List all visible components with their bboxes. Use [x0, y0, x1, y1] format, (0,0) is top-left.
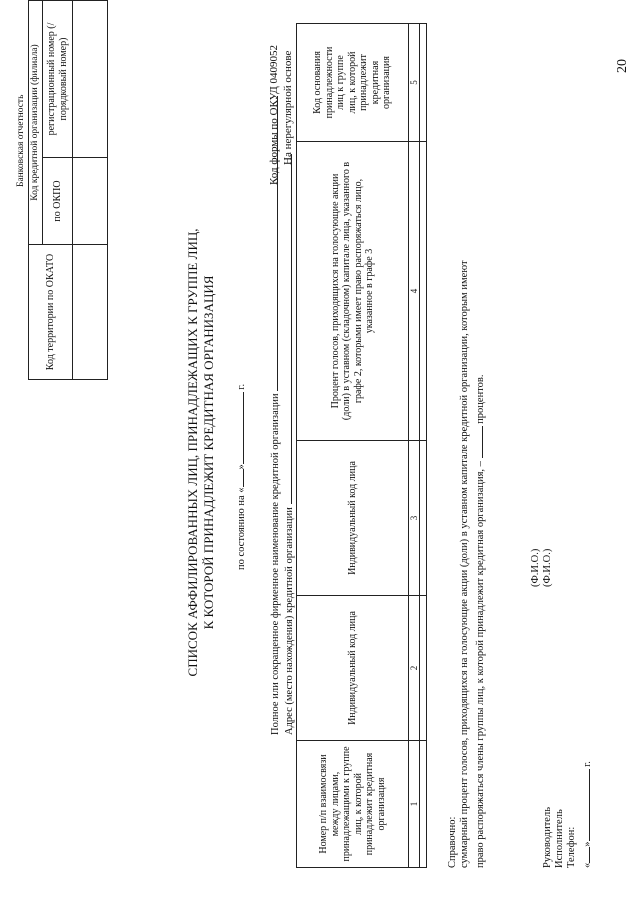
title-line-1: СПИСОК АФФИЛИРОВАННЫХ ЛИЦ, ПРИНАДЛЕЖАЩИХ К ГРУППЕ ЛИЦ,: [185, 228, 200, 677]
regnum-value: [73, 1, 108, 158]
head-label: Руководитель: [542, 807, 553, 868]
executor-fio: (Ф.И.О.): [542, 548, 553, 587]
as-of-prefix: по состоянию на «: [236, 487, 247, 570]
sign-date-suffix: г.: [582, 761, 593, 767]
col-4-header: Процент голосов, приходящихся на голосующие акции (доли) в уставном (складочном) капитале лица, указанного в графе 2, которыми имеет право распоряжаться лицо, указанное в графе 3: [297, 142, 409, 441]
col-num-3: 3: [409, 441, 420, 596]
table-cell: [420, 441, 427, 596]
as-of-month-field[interactable]: [232, 392, 244, 464]
phone-label: Телефон:: [566, 826, 577, 868]
as-of-day-field[interactable]: [232, 469, 244, 487]
regnum-header: регистрационный номер (/порядковый номер): [43, 1, 73, 158]
form-code: Код формы по ОКУД 0409052: [268, 44, 280, 185]
org-address-field[interactable]: [280, 154, 292, 504]
reference-line-2a: право распоряжаться члены группы лиц, к которой принадлежит кредитная организация, –: [475, 461, 486, 868]
col-3-header: Индивидуальный код лица: [297, 441, 409, 596]
title-line-2: К КОТОРОЙ ПРИНАДЛЕЖИТ КРЕДИТНАЯ ОРГАНИЗАЦИЯ: [201, 275, 216, 630]
as-of-line: [232, 384, 248, 570]
col-1-header: Номер п/п взаимосвязи между лицами, принадлежащими к группе лиц, к которой принадлежит кредитная организация: [297, 741, 409, 868]
org-name-label: Полное или сокращенное фирменное наименование кредитной организации: [270, 393, 281, 735]
affiliates-table: [296, 23, 427, 868]
okato-header: Код территории по ОКАТО: [29, 245, 73, 380]
col-num-1: 1: [409, 741, 420, 868]
table-cell: [420, 24, 427, 142]
credit-org-header: Код кредитной организации (филиала): [29, 1, 43, 245]
okpo-header: по ОКПО: [43, 158, 73, 245]
reference-percent-field[interactable]: [471, 426, 483, 458]
col-5-header: Код основания принадлежности лиц к группе лиц, к которой принадлежит кредитная организация: [297, 24, 409, 142]
col-num-2: 2: [409, 596, 420, 741]
table-cell: [420, 596, 427, 741]
org-address-label: Адрес (место нахождения) кредитной организации: [284, 507, 295, 735]
okato-value: [73, 245, 108, 380]
form-periodicity: На нерегулярной основе: [282, 50, 294, 165]
reference-line-2b: процентов.: [475, 374, 486, 424]
okpo-value: [73, 158, 108, 245]
sign-date-line: [578, 761, 594, 868]
head-fio: (Ф.И.О.): [530, 548, 541, 587]
table-cell: [420, 142, 427, 441]
col-num-4: 4: [409, 142, 420, 441]
org-address-line: [280, 154, 296, 735]
executor-label: Исполнитель: [554, 809, 565, 868]
reference-label: Справочно:: [447, 816, 458, 868]
col-num-5: 5: [409, 24, 420, 142]
codes-table: [28, 0, 108, 380]
sign-date-month-field[interactable]: [578, 770, 590, 842]
table-cell: [420, 741, 427, 868]
reference-line-2: [471, 375, 487, 869]
as-of-suffix: г.: [236, 383, 247, 390]
reference-line-1: суммарный процент голосов, приходящихся на голосующие акции (доли) в уставном капитале кредитной организации, которым имеют: [459, 260, 470, 868]
col-2-header: Индивидуальный код лица: [297, 596, 409, 741]
page-number: 20: [615, 59, 630, 73]
report-type: Банковская отчетность: [16, 94, 26, 187]
as-of-middle: »: [236, 464, 247, 470]
sign-date-middle: »: [582, 841, 593, 847]
sign-date-prefix: «: [582, 862, 593, 868]
sign-date-day-field[interactable]: [578, 847, 590, 863]
